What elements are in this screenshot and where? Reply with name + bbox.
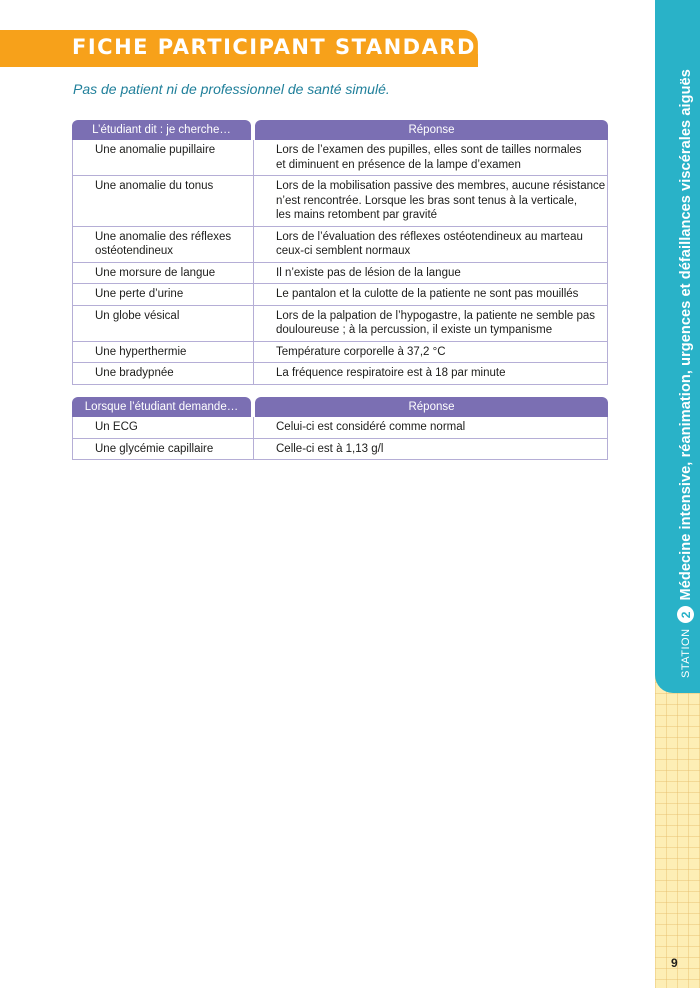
chapter-side-label (677, 69, 694, 678)
cell-line: les mains retombent par gravité (276, 209, 438, 221)
cell-answer (254, 284, 607, 305)
cell-answer (254, 227, 607, 262)
cell-line: Le pantalon et la culotte de la patiente ne sont pas mouillés (276, 288, 579, 300)
column-header-ask: Lorsque l’étudiant demande… (72, 397, 251, 417)
cell-line: Une anomalie pupillaire (95, 144, 216, 156)
table-row (73, 417, 607, 439)
cell-line: Un ECG (95, 421, 138, 433)
table-body (72, 417, 608, 460)
table-row (73, 342, 607, 364)
cell-line: Une anomalie des réflexes (95, 230, 232, 243)
cell-ask (73, 176, 254, 226)
cell-answer (254, 417, 607, 438)
cell-line: ostéotendineux (95, 245, 174, 257)
cell-line: ceux-ci semblent normaux (276, 245, 411, 257)
cell-ask (73, 227, 254, 262)
chapter-title: Médecine intensive, réanimation, urgences et défaillances viscérales aiguës (677, 69, 694, 601)
cell-ask (73, 306, 254, 341)
cell-line: Lors de la mobilisation passive des membres, aucune résistance (276, 180, 606, 192)
cell-line: La fréquence respiratoire est à 18 par minute (276, 367, 506, 379)
table-header (72, 120, 608, 140)
table-row (73, 227, 607, 263)
table-student-requests (72, 397, 608, 460)
cell-answer (254, 439, 607, 460)
column-header-ask: L’étudiant dit : je cherche… (72, 120, 251, 140)
cell-answer (254, 176, 607, 226)
cell-line: Celle-ci est à 1,13 g/l (276, 442, 384, 455)
cell-line: Température corporelle à 37,2 °C (276, 345, 446, 358)
cell-line: Une morsure de langue (95, 266, 216, 279)
cell-line: Une glycémie capillaire (95, 442, 214, 455)
table-row (73, 439, 607, 461)
cell-answer (254, 363, 607, 384)
page-subtitle: Pas de patient ni de professionnel de santé simulé. (73, 81, 390, 97)
cell-line: n’est rencontrée. Lorsque les bras sont tenus à la verticale, (276, 194, 578, 207)
cell-answer (254, 342, 607, 363)
cell-line: Un globe vésical (95, 309, 180, 322)
cell-line: Une perte d’urine (95, 288, 184, 300)
cell-ask (73, 284, 254, 305)
cell-ask (73, 342, 254, 363)
cell-answer (254, 140, 607, 175)
cell-line: Celui-ci est considéré comme normal (276, 421, 466, 433)
table-body (72, 140, 608, 385)
column-header-answer: Réponse (255, 120, 608, 140)
table-row (73, 306, 607, 342)
cell-answer (254, 306, 607, 341)
cell-line: Une bradypnée (95, 367, 174, 379)
table-row (73, 263, 607, 285)
station-word: STATION (680, 628, 692, 678)
cell-ask (73, 363, 254, 384)
cell-ask (73, 439, 254, 460)
cell-answer (254, 263, 607, 284)
cell-line: douloureuse ; à la percussion, il existe un tympanisme (276, 324, 553, 336)
cell-line: Une anomalie du tonus (95, 180, 214, 192)
cell-line: Lors de l’examen des pupilles, elles sont de tailles normales (276, 144, 582, 156)
title-banner (0, 30, 518, 67)
cell-line: et diminuent en présence de la lampe d’examen (276, 158, 521, 171)
cell-line: Il n’existe pas de lésion de la langue (276, 266, 461, 279)
table-row (73, 176, 607, 227)
cell-ask (73, 263, 254, 284)
cell-line: Lors de l’évaluation des réflexes ostéotendineux au marteau (276, 230, 583, 243)
cell-line: Lors de la palpation de l’hypogastre, la patiente ne semble pas (276, 309, 596, 322)
page-title: FICHE PARTICIPANT STANDARDISÉ (72, 35, 518, 59)
table-student-searches (72, 120, 608, 385)
table-header (72, 397, 608, 417)
table-row (73, 140, 607, 176)
cell-ask (73, 140, 254, 175)
table-row (73, 363, 607, 385)
cell-ask (73, 417, 254, 438)
page-number: 9 (671, 956, 678, 970)
station-number-badge: 2 (677, 606, 694, 623)
cell-line: Une hyperthermie (95, 345, 187, 358)
table-row (73, 284, 607, 306)
column-header-answer: Réponse (255, 397, 608, 417)
